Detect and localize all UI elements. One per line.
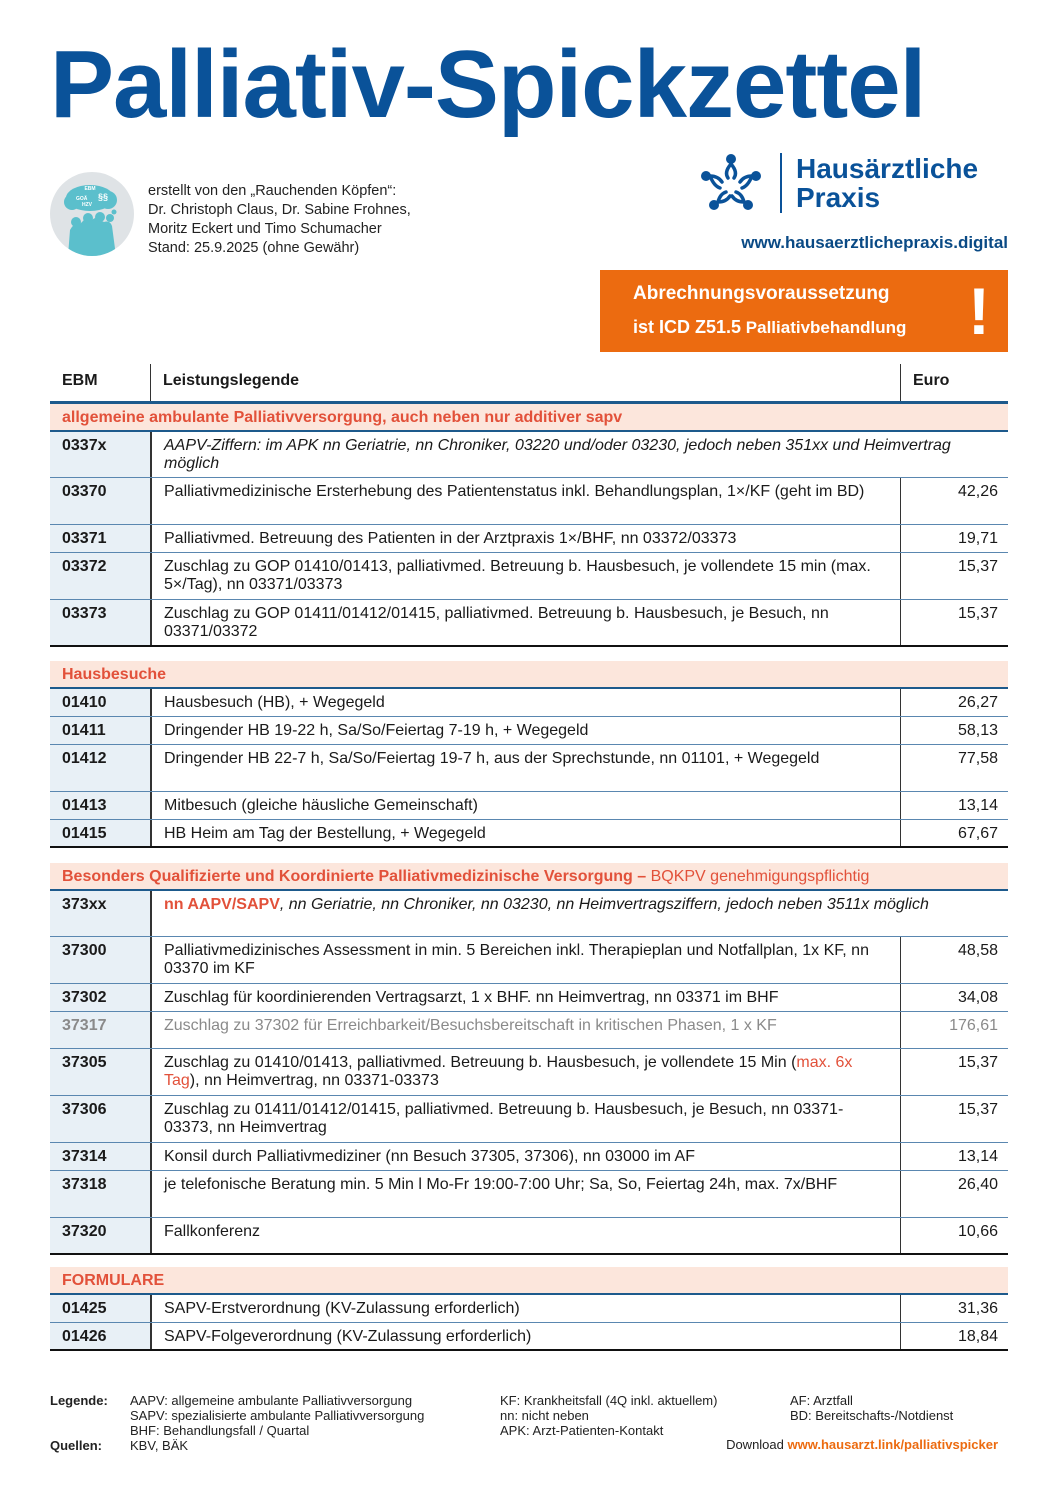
table-row xyxy=(50,525,1008,553)
table-row xyxy=(50,717,1008,745)
exclamation-icon: ! xyxy=(968,274,990,348)
euro-value: 18,84 xyxy=(900,1323,1008,1349)
legend-entry: BHF: Behandlungsfall / Quartal xyxy=(130,1423,310,1438)
alert-subtitle xyxy=(633,317,906,338)
ebm-code: 03370 xyxy=(50,478,150,524)
table-row xyxy=(50,1096,1008,1143)
table-row xyxy=(50,1218,1008,1255)
row-description-rest: , nn Geriatrie, nn Chroniker, nn 03230, nn Heimvertragsziffern, jedoch neben 3511x möglich xyxy=(279,896,929,913)
ebm-code: 03371 xyxy=(50,525,150,552)
billing-requirement-banner xyxy=(600,270,1008,352)
authors-line: Moritz Eckert und Timo Schumacher xyxy=(148,221,382,237)
row-description: Konsil durch Palliativmediziner (nn Besuch 37305, 37306), nn 03000 im AF xyxy=(150,1143,900,1170)
legend-entry: KF: Krankheitsfall (4Q inkl. aktuellem) xyxy=(500,1393,718,1408)
euro-value: 13,14 xyxy=(900,792,1008,819)
section-title: Hausbesuche xyxy=(50,661,1008,689)
download-link[interactable]: www.hausarzt.link/palliativspicker xyxy=(787,1437,998,1452)
row-description xyxy=(150,891,1008,936)
brand-name xyxy=(796,154,978,212)
brand-name-line2: Praxis xyxy=(796,182,881,213)
table-row xyxy=(50,478,1008,525)
legend-label: Legende: xyxy=(50,1393,108,1408)
badge-word: HZV xyxy=(82,202,92,208)
ebm-code: 37317 xyxy=(50,1012,150,1048)
table-row xyxy=(50,891,1008,937)
legend-entry: BD: Bereitschafts-/Notdienst xyxy=(790,1408,954,1423)
section-formulare xyxy=(50,1267,1008,1351)
table-row xyxy=(50,1012,1008,1049)
table-row xyxy=(50,745,1008,792)
euro-value: 19,71 xyxy=(900,525,1008,552)
table-row xyxy=(50,1143,1008,1171)
row-description: Palliativmedizinisches Assessment in min. 5 Bereichen inkl. Therapieplan und Notfallplan, 1x KF, nn 03370 im KF xyxy=(150,937,900,983)
row-description: Fallkonferenz xyxy=(150,1218,900,1253)
euro-value: 58,13 xyxy=(900,717,1008,744)
ebm-code: 01426 xyxy=(50,1323,150,1349)
ebm-code: 01410 xyxy=(50,689,150,716)
legend-column-2 xyxy=(500,1393,717,1438)
row-description: Palliativmedizinische Ersterhebung des Patientenstatus inkl. Behandlungsplan, 1×/KF (geht im BD) xyxy=(150,478,900,524)
row-description: AAPV-Ziffern: im APK nn Geriatrie, nn Chroniker, 03220 und/oder 03230, jedoch neben 351xx und Heimvertrag möglich xyxy=(150,432,1008,477)
euro-value: 67,67 xyxy=(900,820,1008,846)
table-row xyxy=(50,984,1008,1012)
page-title: Palliativ-Spickzettel xyxy=(50,31,926,138)
row-description xyxy=(150,1049,900,1095)
section-hausbesuche xyxy=(50,661,1008,848)
table-row xyxy=(50,689,1008,717)
table-row xyxy=(50,820,1008,848)
row-description: Zuschlag zu 37302 für Erreichbarkeit/Besuchsbereitschaft in kritischen Phasen, 1 x KF xyxy=(150,1012,900,1048)
brand-name-line1: Hausärztliche xyxy=(796,153,979,184)
alert-title: Abrechnungsvoraussetzung xyxy=(633,283,890,304)
legend-column-3 xyxy=(790,1393,953,1423)
ebm-code: 37305 xyxy=(50,1049,150,1095)
euro-value: 48,58 xyxy=(900,937,1008,983)
ebm-code: 01415 xyxy=(50,820,150,846)
stand-date: Stand: 25.9.2025 (ohne Gewähr) xyxy=(148,240,360,256)
legend-entry: AAPV: allgemeine ambulante Palliativversorgung xyxy=(130,1393,413,1408)
ebm-code: 37320 xyxy=(50,1218,150,1253)
section-title: allgemeine ambulante Palliativversorgung, auch neben nur additiver sapv xyxy=(50,404,1008,432)
table-row xyxy=(50,1171,1008,1218)
table-row xyxy=(50,600,1008,647)
section-title-suffix: BQKPV genehmigungspflichtig xyxy=(650,868,870,885)
ebm-code: 01411 xyxy=(50,717,150,744)
euro-value: 15,37 xyxy=(900,1096,1008,1142)
ebm-code: 0337x xyxy=(50,432,150,477)
row-description: Dringender HB 19-22 h, Sa/So/Feiertag 7-19 h, + Wegegeld xyxy=(150,717,900,744)
table-row xyxy=(50,792,1008,820)
rauchende-koepfe-logo xyxy=(50,172,134,256)
section-bqkpv xyxy=(50,863,1008,1255)
ebm-code: 03373 xyxy=(50,600,150,645)
row-description-highlight: nn AAPV/SAPV xyxy=(164,896,280,913)
ebm-code: 37300 xyxy=(50,937,150,983)
legend-entry: nn: nicht neben xyxy=(500,1408,589,1423)
euro-value: 15,37 xyxy=(900,600,1008,645)
row-description: SAPV-Erstverordnung (KV-Zulassung erforderlich) xyxy=(150,1295,900,1322)
ebm-code: 01425 xyxy=(50,1295,150,1322)
legend-entry: APK: Arzt-Patienten-Kontakt xyxy=(500,1423,664,1438)
row-description: Hausbesuch (HB), + Wegegeld xyxy=(150,689,900,716)
authors-line: erstellt von den „Rauchenden Köpfen“: xyxy=(148,183,397,199)
brand-url-link[interactable]: www.hausaerztlichepraxis.digital xyxy=(741,233,1008,252)
table-row xyxy=(50,1295,1008,1323)
badge-word: GOÄ xyxy=(76,196,88,202)
row-description: Mitbesuch (gleiche häusliche Gemeinschaft) xyxy=(150,792,900,819)
authors-text xyxy=(148,182,411,258)
euro-value: 13,14 xyxy=(900,1143,1008,1170)
row-description-highlight: max. 6x Tag xyxy=(164,1054,853,1089)
section-title xyxy=(50,863,1008,891)
euro-value: 15,37 xyxy=(900,1049,1008,1095)
sources-label: Quellen: xyxy=(50,1438,103,1453)
row-description: HB Heim am Tag der Bestellung, + Wegegeld xyxy=(150,820,900,846)
legend-entry: SAPV: spezialisierte ambulante Palliativversorgung xyxy=(130,1408,425,1423)
brand-divider xyxy=(780,153,782,213)
row-description-rest: ), nn Heimvertrag, nn 03371-03373 xyxy=(189,1072,439,1089)
row-description: je telefonische Beratung min. 5 Min l Mo-Fr 19:00-7:00 Uhr; Sa, So, Feiertag 24h, max. 7x/BHF xyxy=(150,1171,900,1217)
authors-line: Dr. Christoph Claus, Dr. Sabine Frohnes, xyxy=(148,202,411,218)
badge-word: §§ xyxy=(98,192,109,202)
ebm-code: 01413 xyxy=(50,792,150,819)
row-description: Zuschlag zu 01411/01412/01415, palliativmed. Betreuung b. Hausbesuch, je Besuch, nn 03371-03373, nn Heimvertrag xyxy=(150,1096,900,1142)
row-description: Palliativmed. Betreuung des Patienten in der Arztpraxis 1×/BHF, nn 03372/03373 xyxy=(150,525,900,552)
badge-word: EBM xyxy=(84,186,96,192)
alert-icd: ist ICD Z51.5 xyxy=(633,317,742,337)
section-title-main: Besonders Qualifizierte und Koordinierte Palliativmedizinische Versorgung – xyxy=(62,868,647,885)
table-row xyxy=(50,432,1008,478)
euro-value: 34,08 xyxy=(900,984,1008,1011)
euro-value: 77,58 xyxy=(900,745,1008,791)
section-aapv xyxy=(50,404,1008,647)
alert-icd-label: Palliativbehandlung xyxy=(745,318,907,337)
ebm-code: 37306 xyxy=(50,1096,150,1142)
row-description-pre: Zuschlag zu 01410/01413, palliativmed. Betreuung b. Hausbesuch, je vollendete 15 Min ( xyxy=(164,1054,797,1071)
sources-text: KBV, BÄK xyxy=(130,1438,189,1453)
euro-value: 15,37 xyxy=(900,553,1008,599)
legend-entry: AF: Arztfall xyxy=(790,1393,853,1408)
authors-block xyxy=(50,172,411,258)
ebm-code: 01412 xyxy=(50,745,150,791)
download-label: Download xyxy=(726,1437,784,1452)
column-header-leistungslegende: Leistungslegende xyxy=(150,364,900,401)
ebm-code: 37302 xyxy=(50,984,150,1011)
row-description: Zuschlag zu GOP 01410/01413, palliativmed. Betreuung b. Hausbesuch, je vollendete 15 min (max. 5×/Tag), nn 03371/03373 xyxy=(150,553,900,599)
ebm-code: 37314 xyxy=(50,1143,150,1170)
table-row xyxy=(50,1323,1008,1351)
euro-value: 26,40 xyxy=(900,1171,1008,1217)
ebm-code: 373xx xyxy=(50,891,150,936)
row-description: Zuschlag zu GOP 01411/01412/01415, palliativmed. Betreuung b. Hausbesuch, je Besuch, nn 03371/03372 xyxy=(150,600,900,645)
euro-value: 176,61 xyxy=(900,1012,1008,1048)
table-header xyxy=(50,364,1008,404)
euro-value: 10,66 xyxy=(900,1218,1008,1253)
row-description: SAPV-Folgeverordnung (KV-Zulassung erforderlich) xyxy=(150,1323,900,1349)
download-line xyxy=(726,1437,998,1452)
ebm-code: 03372 xyxy=(50,553,150,599)
hausaerztliche-praxis-logo-icon xyxy=(698,150,764,216)
table-row xyxy=(50,937,1008,984)
euro-value: 31,36 xyxy=(900,1295,1008,1322)
column-header-ebm: EBM xyxy=(62,372,98,389)
ebm-code: 37318 xyxy=(50,1171,150,1217)
euro-value: 26,27 xyxy=(900,689,1008,716)
row-description: Dringender HB 22-7 h, Sa/So/Feiertag 19-7 h, aus der Sprechstunde, nn 01101, + Wegegeld xyxy=(150,745,900,791)
euro-value: 42,26 xyxy=(900,478,1008,524)
table-row xyxy=(50,553,1008,600)
table-row xyxy=(50,1049,1008,1096)
row-description: Zuschlag für koordinierenden Vertragsarzt, 1 x BHF. nn Heimvertrag, nn 03371 im BHF xyxy=(150,984,900,1011)
column-header-euro: Euro xyxy=(900,364,1008,401)
legend-column-1 xyxy=(130,1393,424,1453)
brand-logo-block xyxy=(698,150,978,216)
section-title: FORMULARE xyxy=(50,1267,1008,1295)
